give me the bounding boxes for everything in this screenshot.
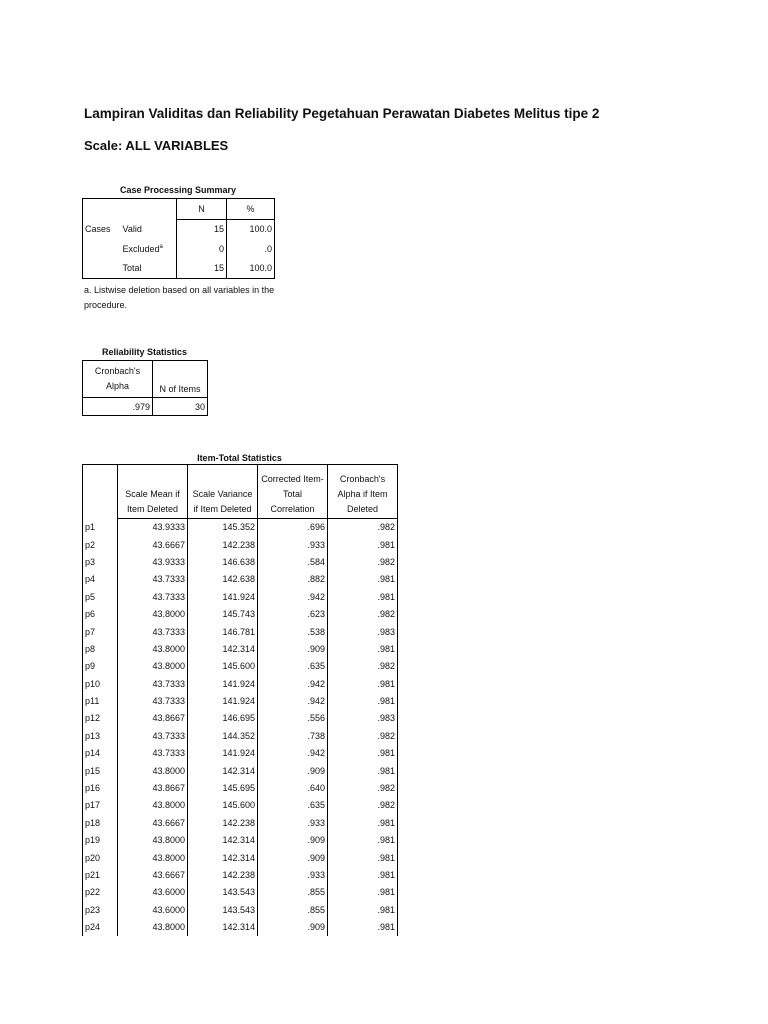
item-value: .556 <box>258 710 328 727</box>
item-value: .983 <box>328 710 398 727</box>
item-value: 43.8000 <box>118 832 188 849</box>
item-value: .981 <box>328 866 398 883</box>
item-value: 43.8000 <box>118 658 188 675</box>
item-value: .933 <box>258 814 328 831</box>
item-value: .640 <box>258 779 328 796</box>
item-value: 145.600 <box>188 658 258 675</box>
item-value: 145.743 <box>188 605 258 622</box>
item-value: .855 <box>258 901 328 918</box>
item-value: .909 <box>258 640 328 657</box>
table-row <box>83 814 398 831</box>
item-value: .982 <box>328 605 398 622</box>
table-row <box>83 727 398 744</box>
item-value: 142.638 <box>188 571 258 588</box>
item-value: .538 <box>258 623 328 640</box>
table-row <box>83 832 398 849</box>
item-value: 43.9333 <box>118 518 188 536</box>
item-value: .983 <box>328 623 398 640</box>
item-value: .696 <box>258 518 328 536</box>
item-label: p22 <box>83 884 118 901</box>
header-scale-variance: Scale Variance if Item Deleted <box>188 465 258 519</box>
item-value: .981 <box>328 814 398 831</box>
table-row <box>83 710 398 727</box>
item-value: .981 <box>328 918 398 935</box>
item-label: p1 <box>83 518 118 536</box>
item-value: .942 <box>258 588 328 605</box>
item-value: .982 <box>328 518 398 536</box>
header-items: N of Items <box>153 361 208 398</box>
item-value: .982 <box>328 658 398 675</box>
item-value: .981 <box>328 901 398 918</box>
item-value: .982 <box>328 797 398 814</box>
footnote: a. Listwise deletion based on all variables in the procedure. <box>84 285 275 310</box>
header-alpha: Cronbach's Alpha <box>83 361 153 398</box>
table-row <box>83 675 398 692</box>
item-label: p12 <box>83 710 118 727</box>
cell-pct: 100.0 <box>227 259 275 279</box>
item-label: p3 <box>83 553 118 570</box>
item-value: 43.8000 <box>118 797 188 814</box>
item-value: 43.7333 <box>118 588 188 605</box>
item-value: 141.924 <box>188 745 258 762</box>
item-value: .981 <box>328 832 398 849</box>
item-label: p16 <box>83 779 118 796</box>
table-row <box>83 692 398 709</box>
header-scale-mean: Scale Mean if Item Deleted <box>118 465 188 519</box>
cell-n: 0 <box>177 239 227 259</box>
table-row <box>83 901 398 918</box>
table-row <box>83 762 398 779</box>
item-value: .635 <box>258 658 328 675</box>
alpha-value: .979 <box>83 398 153 416</box>
item-label: p13 <box>83 727 118 744</box>
table-row <box>83 623 398 640</box>
row-label: Excluded$^a$ <box>122 243 163 254</box>
item-label: p15 <box>83 762 118 779</box>
item-total-caption: Item-Total Statistics <box>197 453 282 463</box>
item-value: 143.543 <box>188 884 258 901</box>
item-value: .981 <box>328 745 398 762</box>
item-total-body <box>83 518 398 936</box>
item-value: 142.238 <box>188 866 258 883</box>
item-value: .981 <box>328 849 398 866</box>
cell-n: 15 <box>177 259 227 279</box>
item-value: .909 <box>258 762 328 779</box>
item-value: .933 <box>258 536 328 553</box>
item-value: 144.352 <box>188 727 258 744</box>
item-value: 43.8000 <box>118 918 188 935</box>
table-row <box>83 536 398 553</box>
item-value: .982 <box>328 727 398 744</box>
item-value: .909 <box>258 918 328 935</box>
item-value: .909 <box>258 832 328 849</box>
cell-pct: .0 <box>227 239 275 259</box>
item-value: 43.8667 <box>118 710 188 727</box>
item-value: .981 <box>328 884 398 901</box>
item-label: p17 <box>83 797 118 814</box>
item-value: 141.924 <box>188 692 258 709</box>
item-value: .738 <box>258 727 328 744</box>
item-value: .981 <box>328 762 398 779</box>
item-label: p21 <box>83 866 118 883</box>
reliability-table <box>82 360 208 416</box>
item-value: 142.314 <box>188 762 258 779</box>
group-label: Cases <box>83 219 121 239</box>
item-value: 142.314 <box>188 918 258 935</box>
table-row <box>83 553 398 570</box>
item-label: p10 <box>83 675 118 692</box>
item-value: .942 <box>258 675 328 692</box>
item-value: 43.9333 <box>118 553 188 570</box>
item-value: 43.7333 <box>118 675 188 692</box>
item-value: 43.7333 <box>118 727 188 744</box>
item-value: 43.7333 <box>118 623 188 640</box>
item-value: 143.543 <box>188 901 258 918</box>
item-value: .982 <box>328 553 398 570</box>
item-label: p24 <box>83 918 118 935</box>
item-value: .882 <box>258 571 328 588</box>
item-value: 142.238 <box>188 814 258 831</box>
item-value: .623 <box>258 605 328 622</box>
item-value: .584 <box>258 553 328 570</box>
item-value: 43.7333 <box>118 571 188 588</box>
item-label: p11 <box>83 692 118 709</box>
table-row <box>83 849 398 866</box>
table-row <box>83 658 398 675</box>
item-label: p19 <box>83 832 118 849</box>
scale-heading: Scale: ALL VARIABLES <box>84 138 229 153</box>
reliability-caption: Reliability Statistics <box>101 347 188 357</box>
item-label: p2 <box>83 536 118 553</box>
table-row <box>83 866 398 883</box>
item-value: 146.781 <box>188 623 258 640</box>
table-row <box>83 605 398 622</box>
document-title: Lampiran Validitas dan Reliability Pegetahuan Perawatan Diabetes Melitus tipe 2 <box>84 106 600 121</box>
item-value: .982 <box>328 779 398 796</box>
item-value: .981 <box>328 675 398 692</box>
item-value: .942 <box>258 692 328 709</box>
item-value: 145.695 <box>188 779 258 796</box>
item-label: p4 <box>83 571 118 588</box>
item-value: 43.8667 <box>118 779 188 796</box>
item-value: 145.600 <box>188 797 258 814</box>
item-label: p20 <box>83 849 118 866</box>
item-label: p5 <box>83 588 118 605</box>
item-value: 141.924 <box>188 588 258 605</box>
item-value: .981 <box>328 536 398 553</box>
item-value: .855 <box>258 884 328 901</box>
item-value: 142.314 <box>188 640 258 657</box>
table-row <box>83 797 398 814</box>
table-row <box>83 640 398 657</box>
item-value: .942 <box>258 745 328 762</box>
item-label: p14 <box>83 745 118 762</box>
row-label: Total <box>121 259 177 279</box>
table-row <box>83 779 398 796</box>
item-value: 142.238 <box>188 536 258 553</box>
item-label: p23 <box>83 901 118 918</box>
item-total-table <box>82 464 398 936</box>
table-row <box>83 588 398 605</box>
case-processing-table <box>82 198 275 279</box>
table-row <box>83 745 398 762</box>
table-row <box>83 518 398 536</box>
item-value: 146.695 <box>188 710 258 727</box>
case-processing-caption: Case Processing Summary <box>119 185 237 195</box>
item-value: 43.6667 <box>118 814 188 831</box>
item-value: 43.6667 <box>118 536 188 553</box>
n-items-value: 30 <box>153 398 208 416</box>
cell-n: 15 <box>177 219 227 239</box>
item-value: .981 <box>328 588 398 605</box>
table-row <box>83 884 398 901</box>
table-row <box>83 571 398 588</box>
item-value: 142.314 <box>188 832 258 849</box>
item-label: p7 <box>83 623 118 640</box>
item-value: 43.8000 <box>118 849 188 866</box>
item-value: .635 <box>258 797 328 814</box>
item-value: 43.6667 <box>118 866 188 883</box>
header-alpha-if-deleted: Cronbach's Alpha if Item Deleted <box>328 465 398 519</box>
item-value: 43.6000 <box>118 901 188 918</box>
header-pct: % <box>227 199 275 220</box>
row-label: Valid <box>122 224 142 234</box>
item-value: 145.352 <box>188 518 258 536</box>
item-label: p9 <box>83 658 118 675</box>
item-label: p6 <box>83 605 118 622</box>
table-row <box>83 918 398 935</box>
header-corrected-correlation: Corrected Item-Total Correlation <box>258 465 328 519</box>
header-n: N <box>177 199 227 220</box>
item-value: .909 <box>258 849 328 866</box>
item-value: 43.8000 <box>118 762 188 779</box>
cell-pct: 100.0 <box>227 219 275 239</box>
item-value: 43.7333 <box>118 745 188 762</box>
item-label: p18 <box>83 814 118 831</box>
item-value: .981 <box>328 640 398 657</box>
item-label: p8 <box>83 640 118 657</box>
item-value: 43.6000 <box>118 884 188 901</box>
item-value: 141.924 <box>188 675 258 692</box>
item-value: 146.638 <box>188 553 258 570</box>
item-value: .981 <box>328 692 398 709</box>
item-value: .933 <box>258 866 328 883</box>
item-value: 43.8000 <box>118 605 188 622</box>
item-value: .981 <box>328 571 398 588</box>
item-value: 43.7333 <box>118 692 188 709</box>
item-value: 43.8000 <box>118 640 188 657</box>
item-value: 142.314 <box>188 849 258 866</box>
